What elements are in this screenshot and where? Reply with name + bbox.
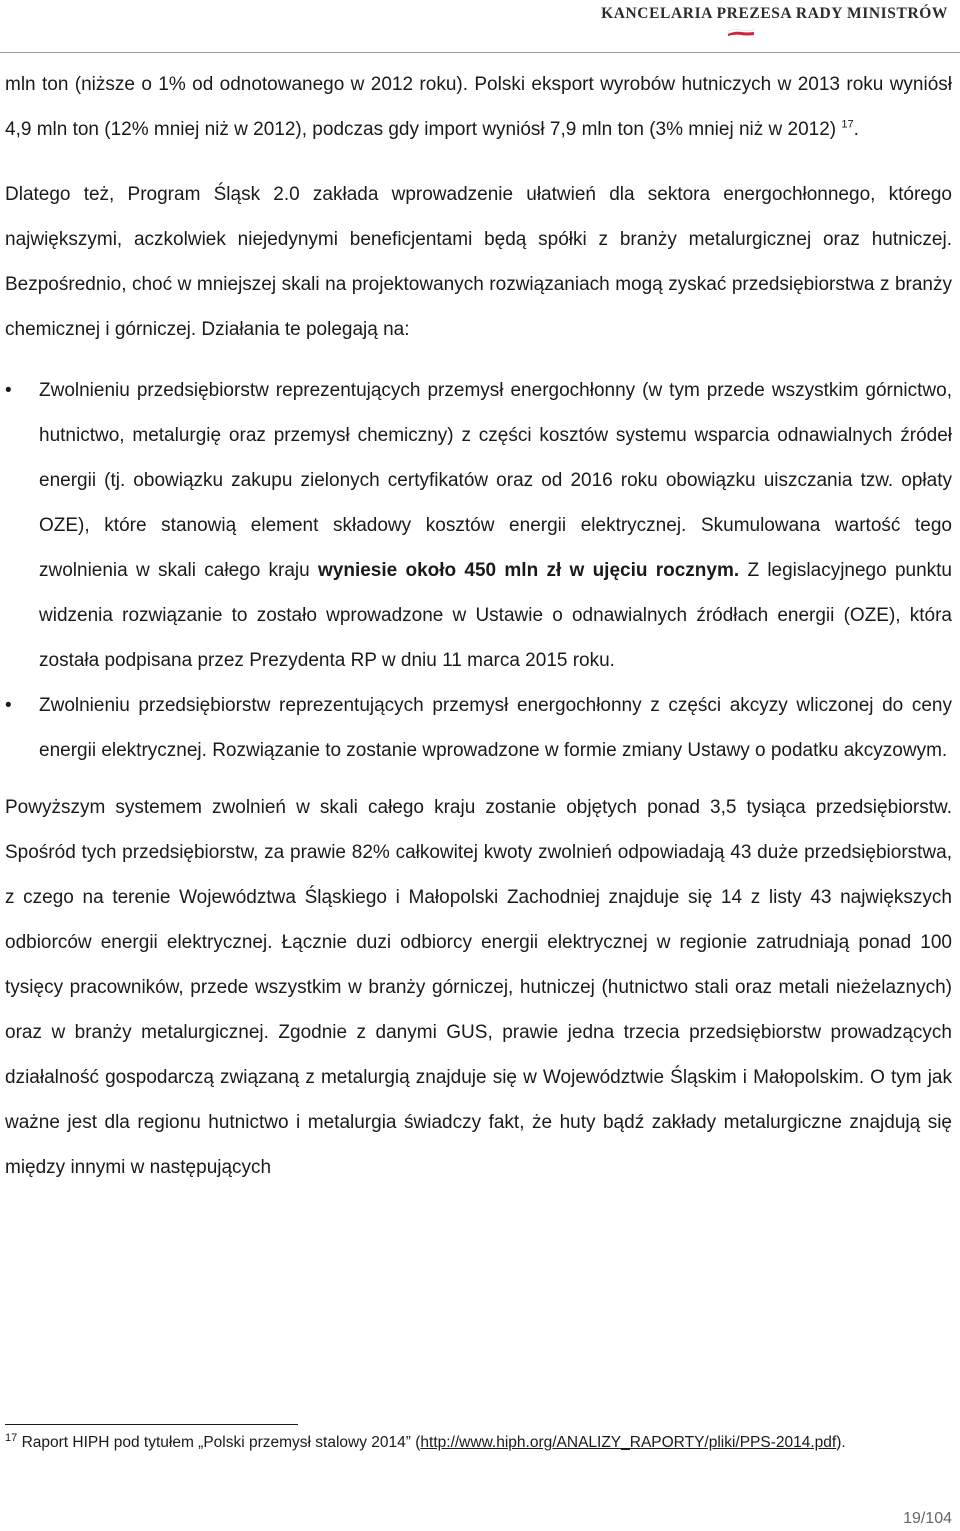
list-item: • Zwolnieniu przedsiębiorstw reprezentujących przemysł energochłonny z części akcyzy wliczonej do ceny energii elektrycznej. Rozwiązanie to zostanie wprowadzone w formie zmiany Ustawy o podatku akcyzowym. [5,683,952,773]
paragraph-program-slask: Dlatego też, Program Śląsk 2.0 zakłada wprowadzenie ułatwień dla sektora energochłonnego, którego największymi, aczkolwiek niejedynymi beneficjentami będą spółki z branży metalurgicznej oraz hutniczej. Bezpośrednio, choć w mniejszej skali na projektowanych rozwiązaniach mogą zyskać przedsiębiorstwa z branży chemicznej i górniczej. Działania te polegają na: [5,184,952,340]
measures-list [5,368,952,773]
footnote-tail: ). [836,1434,846,1451]
paragraph-tail: . [853,119,859,140]
bullet-icon: • [5,380,12,401]
footnote [5,1430,955,1455]
header-title: KANCELARIA PREZESA RADY MINISTRÓW [601,5,948,22]
document-body [5,62,952,1190]
footnote-divider [5,1424,298,1425]
polish-flag-icon [728,28,754,36]
paragraph-text: mln ton (niższe o 1% od odnotowanego w 2012 roku). Polski eksport wyrobów hutniczych w 2013 roku wyniósł 4,9 mln ton (12% mniej niż w 2012), podczas gdy import wyniósł 7,9 mln ton (3% mniej niż w 2012) [5,74,952,140]
footnote-number: 17 [5,1431,18,1444]
footnote-link[interactable]: http://www.hiph.org/ANALIZY_RAPORTY/pliki/PPS-2014.pdf [420,1434,837,1451]
paragraph-export-import [5,62,952,152]
page-number: 19/104 [903,1510,952,1527]
emphasis-text: wyniesie około 450 mln zł w ujęciu rocznym. [318,560,740,581]
header-divider [0,52,960,53]
footnote-text: Raport HIPH pod tytułem „Polski przemysł stalowy 2014” ( [21,1434,421,1451]
list-item: • Zwolnieniu przedsiębiorstw reprezentujących przemysł energochłonny (w tym przede wszystkim górnictwo, hutnictwo, metalurgię oraz przemysł chemiczny) z części kosztów systemu wsparcia odnawialnych źródeł energii (tj. obowiązku zakupu zielonych certyfikatów oraz od 2016 roku obowiązku uiszczania tzw. opłaty OZE), które stanowią element składowy kosztów energii elektrycznej. Skumulowana wartość tego zwolnienia w skali całego kraju wyniesie około 450 mln zł w ujęciu rocznym. Z legislacyjnego punktu widzenia rozwiązanie to zostało wprowadzone w Ustawie o odnawialnych źródłach energii (OZE), która została podpisana przez Prezydenta RP w dniu 11 marca 2015 roku. [5,368,952,683]
paragraph-exemptions: Powyższym systemem zwolnień w skali całego kraju zostanie objętych ponad 3,5 tysiąca przedsiębiorstw. Spośród tych przedsiębiorstw, za prawie 82% całkowitej kwoty zwolnień odpowiadają 43 duże przedsiębiorstwa, z czego na terenie Województwa Śląskiego i Małopolski Zachodniej znajduje się 14 z listy 43 największych odbiorców energii elektrycznej. Łącznie duzi odbiorcy energii elektrycznej w regionie zatrudniają ponad 100 tysięcy pracowników, przede wszystkim w branży górniczej, hutniczej (hutnictwo stali oraz metali nieżelaznych) oraz w branży metalurgicznej. Zgodnie z danymi GUS, prawie jedna trzecia przedsiębiorstw prowadzących działalność gospodarczą związaną z metalurgią znajduje się w Województwie Śląskim i Małopolskim. O tym jak ważne jest dla regionu hutnictwo i metalurgia świadczy fakt, że huty bądź zakłady metalurgiczne znajdują się między innymi w następujących [5,797,952,1178]
page-header [0,0,960,54]
footnote-reference[interactable]: 17 [841,118,854,131]
bullet-icon: • [5,695,12,716]
